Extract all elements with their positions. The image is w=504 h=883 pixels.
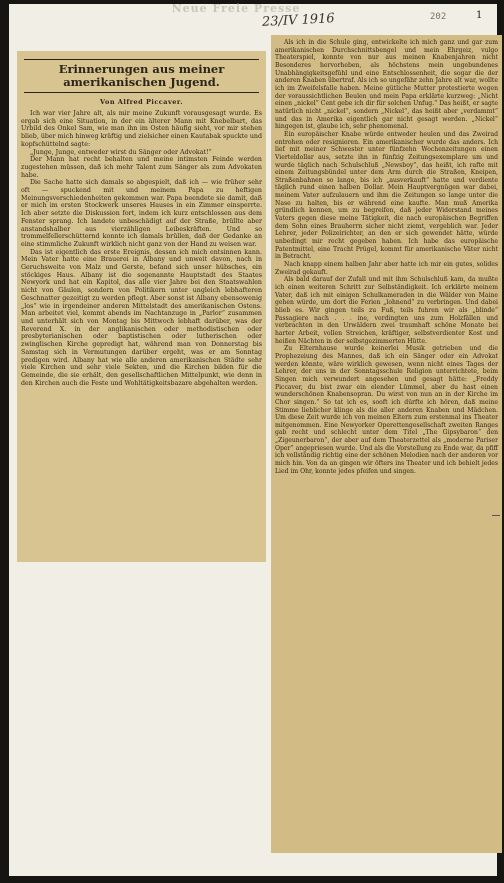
page-mark: 1 bbox=[476, 10, 483, 21]
article-paragraph: Das ist eigentlich das erste Ereignis, dessen ich mich entsinnen kann. Mein Vater hatte eine Brauerei in Albany und unweit davon, nach in Geruchsweite von Malz und Gerste, befand sich unser hübsches, ein stöckiges Haus. Albany ist die sogenannte Hauptstadt des Staates Newyork und hat ein Kapitol, das alle vier Jahre bei den Staatswahlen nicht von Gäulen, sondern von Politikern unter ungleich lebhafteren Geschnatter gezeitigt zu werden pflegt. Aber sonst ist Albany ebensowenig „los“ wie in irgendeiner anderen Mittelstadt des amerikanischen Ostens. Man arbeitet viel, kommt abends im Nachtanzuge in „Parlor“ zusammen und unterhält sich von Montag bis Mittwoch lebhaft darüber, was der Reverend X. in der anglikanischen oder methodistischen oder presbyterianischen oder baptistischen oder lutherischen oder zwinglischen Kirche gepredigt hat, während man von Donnerstag bis Samstag sich in Vermutungen darüber ergeht, was er am Sonntag predigen wird. Albany hat wie alle anderen amerikanischen Städte sehr viele Kirchen und sehr viele Sekten, und die Kirchen bilden für die Gemeinde, die sie erhält, den gesellschaftlichen Mittelpunkt, wie denn in den Kirchen auch die Feste und Wohltätigkeitsbazare abgehalten werden. bbox=[21, 248, 262, 387]
article-paragraph: Ich war vier Jahre alt, als mir meine Zukunft vorausgesagt wurde. Es ergab sich eine Situation, in der ein älterer Mann mit Knebelbart, das Urbild des Onkel Sam, wie man ihn im Osten häufig sieht, vor mir stehen blieb, über mich hinweg kräftig und zielsicher einen Kautabak spuckte und kopfschüttelnd sagte: bbox=[21, 110, 262, 148]
article-paragraph: Als bald darauf der Zufall und mit ihm Schulschluß kam, da mußte ich einen weiteren Schritt zur Selbständigkeit. Ich erklärte meinem Vater, daß ich mit einigen Schulkameraden in die Wälder von Maine gehen würde, um dort die Ferien „lohnend“ zu verbringen. Und dabei blieb es. Wir gingen teils zu Fuß, teils fuhren wir als „blinde“ Passagiere nach . . . ine, verdingten uns zum Holzfällen und verbrachten in den Urwäldern zwei traumhaft schöne Monate bei harter Arbeit, vollen Streichen, kräftiger, selbstverdienter Kost und heißen Nächten in der selbstgezimmerten Hütte. bbox=[275, 276, 498, 345]
margin-mark bbox=[492, 515, 500, 516]
article-paragraph: Zu Elternhause wurde keinerlei Musik getrieben und die Prophezeiung des Mannes, daß ich ein Sänger oder ein Advokat werden könnte, wäre wirklich gewesen, wenn nicht eines Tages der Lehrer, der uns in der Sonntagsschule Religion unterrichtete, beim Singen mich verwundert angesehen und gesagt hätte: „Freddy Piccaver, du bist zwar ein elender Lümmel, aber du hast einen wunderschönen Knabensopran. Du wirst von nun an in der Kirche im Chor singen.“ So tat ich es, sooft ich dürfte ich hören, daß meine Stimme lieblicher klinge als die aller anderen Knaben und Mädchen. Um diese Zeit wurde ich von meinen Eltern zum erstenmal ins Theater mitgenommen. Eine Newyorker Operettengesellschaft zweiten Ranges gab recht und schlecht unter dem Titel „The Gipsybaron“ den „Zigeunerbaron“, der aber auf dem Theaterzettel als „moderne Pariser Oper“ angepriesen wurde. Und als die Vorstellung zu Ende war, da pfiff ich vollständig richtig eine der schönen Melodien nach der anderen vor mich hin. Von da an gingen wir öfters ins Theater und ich behielt jedes Lied im Ohr, konnte jedes pfeifen und singen. bbox=[275, 345, 498, 475]
article-paragraph: Ein europäischer Knabe würde entweder heulen und das Zweirad entrohen oder resignieren. Ein amerikanischer wurde das anders. Ich lief mit meiner Schwester unter fünfzehn Wochenzeitungen einen Vierteldollar aus, setzte ihn in fünfzig Zeitungsexemplare um und wurde täglich nach Schulschluß „Newsboy“, das heißt, ich rafte mit einem Zeitungsbündel unter dem Arm durch die Straßen, Kneipen, Straßenbahnen so lange, bis ich „ausverkauft“ hatte und verdiente täglich rund einen halben Dollar. Mein Hauptvergnügen war dabei, meinem Vater aufzulauern und ihm die Zeitungen so lange unter die Nase zu halten, bis er während eine kaufte. Man muß Amerika gründlich kennen, um zu begreifen, daß jeder Widerstand meines Vaters gegen diese meine Tätigkeit, die nach europäischen Begriffen dem Sohn eines Brauherrn sicher nicht ziemt, vergeblich war. Jeder Lehrer, jeder Polizeirichter, an den er sich gewendet hätte, würde unbedingt mir recht gegeben haben. Ich habe das europäische Patentmittel, eine Tracht Prügel, kommt für amerikanische Väter nicht in Betracht. bbox=[275, 130, 498, 261]
archive-stamp-number: 202 bbox=[430, 12, 447, 22]
article-column-right bbox=[271, 35, 502, 853]
article-column-left bbox=[17, 51, 266, 562]
article-paragraph: „Junge, Junge, entweder wirst du Sänger oder Advokat!“ bbox=[30, 148, 212, 156]
article-byline: Von Alfred Piccaver. bbox=[100, 98, 183, 106]
article-paragraph: Nach knapp einem halben Jahr aber hatte ich mir ein gutes, solides Zweirad gekauft. bbox=[275, 261, 498, 276]
article-title: Erinnerungen aus meiner amerikanischen Jugend. bbox=[24, 59, 259, 93]
article-paragraph: Der Mann hat recht behalten und meine intimsten Feinde werden zugestehen müssen, daß ich mehr Talent zum Sänger als zum Advokaten habe. bbox=[21, 156, 262, 179]
newspaper-masthead: Neue Freie Presse bbox=[171, 2, 301, 15]
article-paragraph: Die Sache hatte sich damals so abgespielt, daß ich — wie früher sehr oft — spuckend mit und meinem Papa zu heftigen Meinungsverschiedenheiten gekommen war. Papa beendete sie damit, daß er mich im ersten Stockwerk unseres Hauses in ein Zimmer einsperrte. Ich aber setzte die Diskussion fort, indem ich kurz entschlossen aus dem Fenster sprang. Ich landete unbeschädigt auf der Straße, brüllte aber anstandshalber aus vierzähligen Leibeskräften. Und so trommelfellerschütternd konnte ich damals brüllen, daß der Gedanke an eine stimmliche Zukunft wirklich nicht ganz von der Hand zu weisen war. bbox=[21, 179, 262, 248]
handwritten-date: 23/IV 1916 bbox=[261, 11, 336, 30]
article-paragraph: Als ich in die Schule ging, entwickelte ich mich ganz und gar zum amerikanischen Durchschnittsbengel und mein Ehrgeiz, vulgo Theaterspiel, konnte von nur aus meinen Knabenjahren nicht Besonderes hervorheben, als höchstens mein ungebundenes Unabhängigkeitsgefühl und eine Entschlossenheit, die sogar die der anderen Knaben übertraf. Als ich so ungefähr zehn Jahre alt war, wollte ich im Zweifelsfalle haben. Meine gütliche Mutter protestierte wegen der voraussichtlichen Beulen und mein Papa erklärte kurzweg: „Nicht einen „nickel“ Cent gebe ich dir für solchen Unfug.“ Das heißt, er sagte natürlich nicht „nickel“, sondern „Nickel“, das heißt aber „verdammt“ und das in Amerika eigentlich gar nicht gesagt werden. „Nickel“ hingegen ist, glaube ich, sehr phenomenal. bbox=[275, 39, 498, 131]
